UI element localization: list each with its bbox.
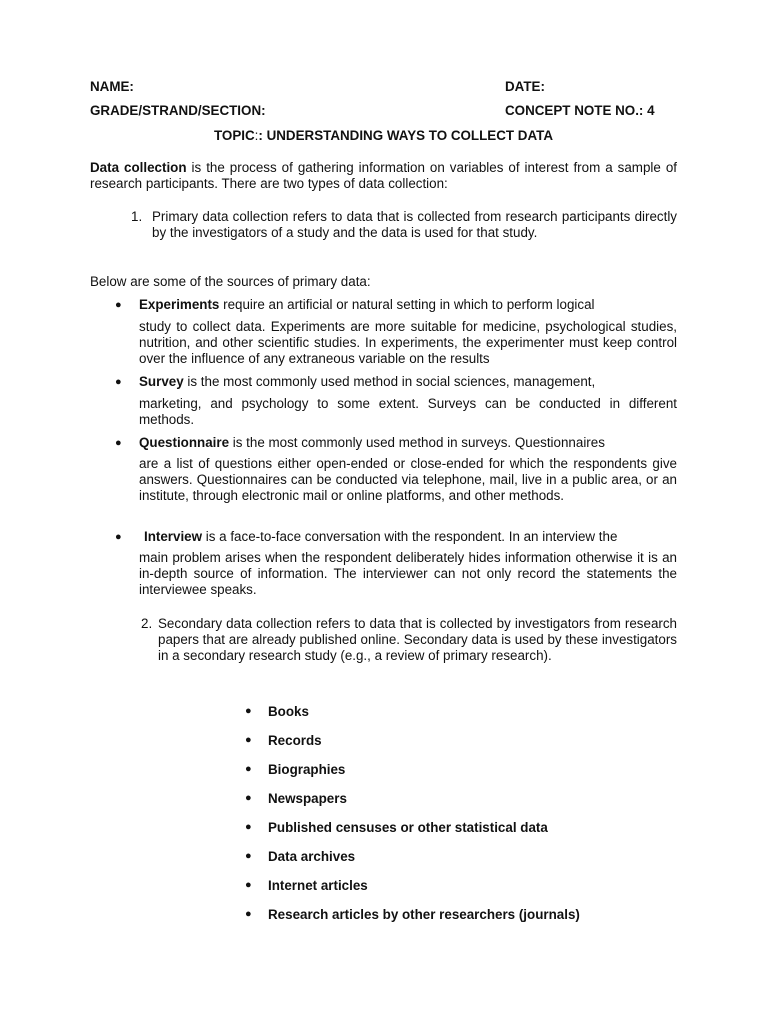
- list-item: Published censuses or other statistical data: [268, 820, 548, 835]
- primary-number: 1.: [131, 209, 143, 224]
- name-label: NAME:: [90, 79, 134, 94]
- interview-text: main problem arises when the respondent deliberately hides information otherwise it is an in-depth source of information. The interviewer can not only record the statements the interviewee speaks.: [139, 550, 677, 597]
- interview-first-line: [144, 529, 677, 544]
- bullet-icon: ●: [245, 734, 252, 746]
- list-item: Biographies: [268, 762, 346, 777]
- questionnaire-text: are a list of questions either open-ended or close-ended for which the respondents give answers. Questionnaires can be conducted via telephone, mail, live in a public area, or an institute, through electronic mail or online platforms, and other methods.: [139, 456, 677, 503]
- list-item: Research articles by other researchers (journals): [268, 907, 580, 922]
- intro-term: Data collection: [90, 160, 187, 175]
- bullet-icon: ●: [245, 705, 252, 717]
- secondary-number: 2.: [141, 616, 153, 631]
- experiments-term: Experiments: [139, 297, 220, 312]
- topic-colon: :: [254, 128, 259, 143]
- secondary-paragraph: Secondary data collection refers to data that is collected by investigators from research papers that are already published online. Secondary data is used by these investigators in a secondary research study (e.g., a review of primary research).: [158, 616, 677, 663]
- topic-label: TOPIC: [213, 128, 255, 143]
- questionnaire-first-line: [139, 435, 677, 450]
- list-item: Records: [268, 733, 322, 748]
- survey-text: marketing, and psychology to some extent. Surveys can be conducted in different methods.: [139, 396, 677, 427]
- intro-paragraph: [90, 160, 677, 192]
- bullet-icon: ●: [245, 763, 252, 775]
- survey-lead: is the most commonly used method in social sciences, management,: [183, 374, 596, 389]
- bullet-icon: ●: [245, 792, 252, 804]
- survey-first-line: [139, 374, 677, 389]
- bullet-icon: ●: [115, 299, 122, 311]
- list-item: Internet articles: [268, 878, 368, 893]
- primary-paragraph: Primary data collection refers to data that is collected from research participants directly by the investigators of a study and the data is used for that study.: [152, 209, 677, 240]
- sources-intro: Below are some of the sources of primary data:: [90, 274, 371, 289]
- bullet-icon: ●: [115, 531, 122, 543]
- date-label: DATE:: [505, 79, 545, 94]
- experiments-lead: require an artificial or natural setting in which to perform logical: [219, 297, 595, 312]
- experiments-text: study to collect data. Experiments are more suitable for medicine, psychological studies, nutrition, and other scientific studies. In experiments, the experimenter must keep control over the influence of any extraneous variable on the results: [139, 319, 677, 366]
- intro-text: is the process of gathering information on variables of interest from a sample of research participants. There are two types of data collection:: [90, 160, 677, 191]
- list-item: Data archives: [268, 849, 356, 864]
- grade-strand-section-label: GRADE/STRAND/SECTION:: [90, 103, 266, 118]
- bullet-icon: ●: [245, 908, 252, 920]
- topic-text: : UNDERSTANDING WAYS TO COLLECT DATA: [258, 128, 553, 143]
- topic-heading: [90, 128, 677, 143]
- questionnaire-lead: is the most commonly used method in surveys. Questionnaires: [229, 435, 605, 450]
- bullet-icon: ●: [245, 850, 252, 862]
- bullet-icon: ●: [115, 437, 122, 449]
- experiments-first-line: [139, 297, 677, 312]
- bullet-icon: ●: [115, 376, 122, 388]
- survey-term: Survey: [139, 374, 184, 389]
- list-item: Newspapers: [268, 791, 347, 806]
- questionnaire-term: Questionnaire: [139, 435, 230, 450]
- list-item: Books: [268, 704, 309, 719]
- bullet-icon: ●: [245, 821, 252, 833]
- bullet-icon: ●: [245, 879, 252, 891]
- interview-lead: is a face-to-face conversation with the respondent. In an interview the: [202, 529, 618, 544]
- interview-term: Interview: [144, 529, 203, 544]
- concept-note-label: CONCEPT NOTE NO.: 4: [505, 103, 655, 118]
